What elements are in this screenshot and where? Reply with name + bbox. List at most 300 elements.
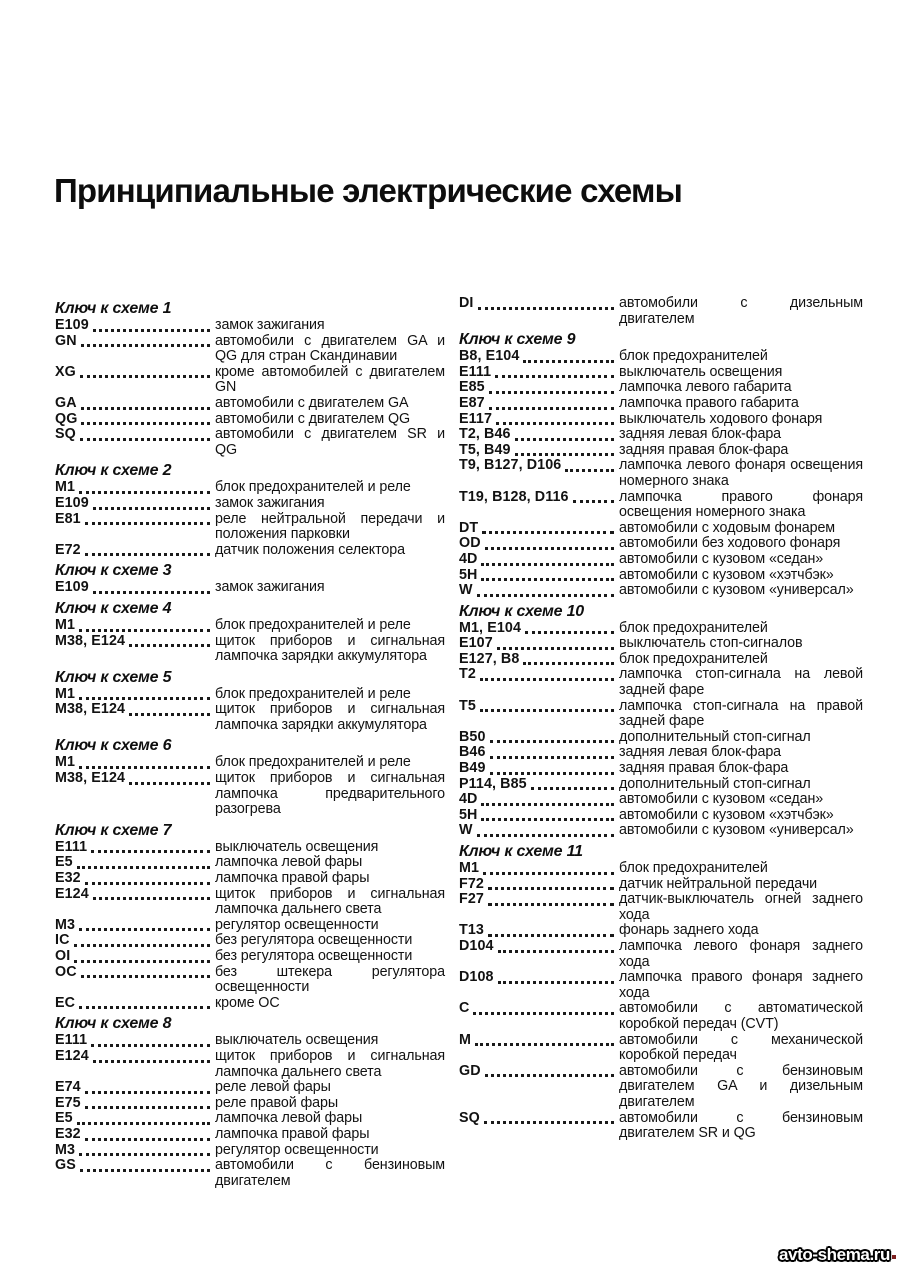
key-entry-row bbox=[459, 777, 863, 793]
key-entry-row bbox=[459, 296, 863, 327]
dot-leader bbox=[79, 618, 210, 632]
entry-description: лампочка правого фонаря освещения номерного знака bbox=[619, 488, 863, 521]
dot-leader bbox=[473, 1001, 614, 1015]
key-entry-row bbox=[459, 536, 863, 552]
watermark bbox=[779, 1245, 896, 1265]
key-entry-row bbox=[459, 583, 863, 599]
entry-code: DT bbox=[459, 519, 479, 536]
entry-code: M1 bbox=[55, 616, 76, 633]
entry-code-cell bbox=[459, 583, 619, 599]
entry-code-cell bbox=[55, 855, 215, 871]
entry-code: M3 bbox=[55, 916, 76, 933]
entry-code-cell bbox=[55, 496, 215, 512]
entry-code-cell bbox=[55, 618, 215, 634]
entry-code-cell bbox=[459, 970, 619, 986]
entry-description: щиток приборов и сигнальная лампочка зарядки аккумулятора bbox=[215, 632, 445, 665]
entry-code-cell bbox=[55, 334, 215, 350]
dot-leader bbox=[80, 1158, 210, 1172]
key-entry-row bbox=[55, 871, 445, 887]
key-entry-row bbox=[55, 580, 445, 596]
dot-leader bbox=[497, 636, 614, 650]
entry-description: выключатель освещения bbox=[215, 1032, 379, 1049]
section-heading: Ключ к схеме 9 bbox=[459, 331, 576, 349]
dot-leader bbox=[85, 1080, 210, 1094]
entry-code-cell bbox=[459, 1111, 619, 1127]
entry-description: автомобили без ходового фонаря bbox=[619, 535, 841, 552]
entry-code: SQ bbox=[55, 426, 76, 443]
entry-code-cell bbox=[55, 512, 215, 528]
entry-code-cell bbox=[55, 543, 215, 559]
entry-description: лампочка левого фонаря освещения номерного знака bbox=[619, 457, 863, 489]
entry-description: блок предохранителей и реле bbox=[215, 685, 411, 702]
entry-code: T2, B46 bbox=[459, 426, 511, 443]
entry-code: 4D bbox=[459, 791, 478, 808]
entry-description: датчик положения селектора bbox=[215, 541, 405, 558]
dot-leader bbox=[481, 568, 614, 582]
key-entry-row bbox=[55, 840, 445, 856]
entry-code: E72 bbox=[55, 541, 81, 558]
entry-description: реле левой фары bbox=[215, 1079, 331, 1096]
key-entry-row bbox=[459, 568, 863, 584]
entry-code: B46 bbox=[459, 744, 486, 761]
key-entry-row bbox=[55, 480, 445, 496]
key-entry-row bbox=[459, 380, 863, 396]
key-entry-row bbox=[459, 396, 863, 412]
section-heading: Ключ к схеме 4 bbox=[55, 599, 172, 617]
entry-description: блок предохранителей и реле bbox=[215, 479, 411, 496]
entry-code-cell bbox=[459, 536, 619, 552]
key-entry-row bbox=[459, 923, 863, 939]
dot-leader bbox=[573, 490, 614, 504]
key-column-left bbox=[55, 296, 445, 1189]
section-heading: Ключ к схеме 1 bbox=[55, 300, 172, 317]
entry-description: автомобили с кузовом «хэтчбэк» bbox=[619, 806, 834, 823]
key-entry-row bbox=[55, 1096, 445, 1112]
dot-leader bbox=[79, 1143, 210, 1157]
entry-description: блок предохранителей bbox=[619, 860, 768, 876]
key-entry-row bbox=[55, 755, 445, 771]
dot-leader bbox=[483, 861, 614, 875]
entry-code: T2 bbox=[459, 666, 476, 683]
entry-description: датчик-выключатель огней заднего хода bbox=[619, 891, 863, 923]
entry-code-cell bbox=[459, 552, 619, 568]
dot-leader bbox=[496, 412, 614, 426]
entry-code: M bbox=[459, 1031, 472, 1048]
entry-description: лампочка правой фары bbox=[215, 870, 370, 887]
entry-code: 5H bbox=[459, 806, 478, 823]
entry-code-cell bbox=[459, 427, 619, 443]
entry-code-cell bbox=[459, 923, 619, 939]
dot-leader bbox=[79, 480, 210, 494]
dot-leader bbox=[80, 365, 210, 379]
entry-code: QG bbox=[55, 410, 78, 427]
entry-code-cell bbox=[459, 1001, 619, 1017]
key-entry-row bbox=[459, 761, 863, 777]
entry-code: E81 bbox=[55, 510, 81, 527]
entry-code-cell bbox=[459, 521, 619, 537]
entry-description: лампочка левого фонаря заднего хода bbox=[619, 937, 863, 970]
dot-leader bbox=[481, 552, 614, 566]
key-entry-row bbox=[459, 667, 863, 698]
key-entry-row bbox=[55, 496, 445, 512]
entry-code-cell bbox=[55, 1080, 215, 1096]
entry-description: реле нейтральной передачи и положения парковки bbox=[215, 510, 445, 543]
entry-code-cell bbox=[459, 380, 619, 396]
entry-code-cell bbox=[459, 443, 619, 459]
entry-description: щиток приборов и сигнальная лампочка дальнего света bbox=[215, 1047, 445, 1080]
key-column-right bbox=[459, 296, 863, 1189]
key-entry-row bbox=[55, 918, 445, 934]
entry-code: OI bbox=[55, 948, 71, 964]
entry-code-cell bbox=[55, 933, 215, 949]
key-entry-row bbox=[55, 771, 445, 818]
entry-code-cell bbox=[55, 318, 215, 334]
entry-code-cell bbox=[55, 949, 215, 965]
entry-description: без штекера регулятора освещенности bbox=[215, 963, 445, 996]
key-entry-row bbox=[55, 412, 445, 428]
entry-code: E85 bbox=[459, 379, 485, 396]
dot-leader bbox=[480, 699, 614, 713]
key-entry-row bbox=[459, 939, 863, 970]
entry-code: E109 bbox=[55, 494, 89, 511]
dot-leader bbox=[79, 996, 210, 1010]
key-entry-row bbox=[55, 365, 445, 396]
entry-code: E87 bbox=[459, 394, 485, 411]
entry-code: W bbox=[459, 582, 473, 599]
key-entry-row bbox=[459, 730, 863, 746]
entry-code-cell bbox=[55, 480, 215, 496]
entry-description: замок зажигания bbox=[215, 317, 325, 333]
entry-code-cell bbox=[459, 892, 619, 908]
dot-leader bbox=[74, 949, 210, 963]
entry-description: блок предохранителей bbox=[619, 348, 768, 365]
key-entry-row bbox=[55, 618, 445, 634]
entry-description: автомобили с кузовом «седан» bbox=[619, 791, 824, 808]
entry-code-cell bbox=[55, 1127, 215, 1143]
entry-code-cell bbox=[459, 792, 619, 808]
entry-code: M1 bbox=[55, 754, 76, 771]
dot-leader bbox=[565, 458, 614, 472]
dot-leader bbox=[489, 380, 614, 394]
entry-code: E32 bbox=[55, 1125, 81, 1142]
dot-leader bbox=[77, 1111, 210, 1125]
entry-code: XG bbox=[55, 363, 76, 380]
dot-leader bbox=[489, 396, 614, 410]
key-entry-row bbox=[55, 1143, 445, 1159]
key-entry-row bbox=[55, 1111, 445, 1127]
entry-description: автомобили с кузовом «универсал» bbox=[619, 822, 854, 839]
entry-code-cell bbox=[459, 939, 619, 955]
entry-code: GN bbox=[55, 332, 77, 349]
entry-description: задняя левая блок-фара bbox=[619, 426, 782, 443]
dot-leader bbox=[495, 365, 614, 379]
key-entry-row bbox=[459, 552, 863, 568]
entry-code: E5 bbox=[55, 1110, 73, 1127]
dot-leader bbox=[85, 1127, 210, 1141]
entry-code: F27 bbox=[459, 891, 484, 908]
entry-code-cell bbox=[55, 365, 215, 381]
entry-description: автомобили с двигателем QG bbox=[215, 410, 411, 427]
dot-leader bbox=[93, 1049, 210, 1063]
entry-description: автомобили с двигателем GA и QG для стран Скандинавии bbox=[215, 332, 445, 365]
key-entry-row bbox=[459, 427, 863, 443]
entry-code: E111 bbox=[55, 838, 88, 855]
entry-description: автомобили с двигателем GA bbox=[215, 394, 409, 411]
entry-code: B49 bbox=[459, 760, 486, 777]
entry-code-cell bbox=[459, 396, 619, 412]
entry-code: GS bbox=[55, 1157, 76, 1174]
entry-code-cell bbox=[459, 652, 619, 668]
entry-code: OD bbox=[459, 535, 481, 552]
section-heading: Ключ к схеме 8 bbox=[55, 1015, 172, 1033]
entry-code-cell bbox=[55, 396, 215, 412]
entry-description: кроме ОС bbox=[215, 994, 280, 1011]
entry-description: лампочка левой фары bbox=[215, 854, 363, 871]
entry-code-cell bbox=[459, 777, 619, 793]
entry-code: T5, B49 bbox=[459, 441, 511, 458]
dot-leader bbox=[79, 918, 210, 932]
entry-description: щиток приборов и сигнальная лампочка дальнего света bbox=[215, 885, 445, 918]
dot-leader bbox=[81, 396, 210, 410]
entry-description: лампочка стоп-сигнала на левой задней фаре bbox=[619, 666, 863, 699]
entry-code-cell bbox=[459, 823, 619, 839]
dot-leader bbox=[531, 777, 614, 791]
key-entry-row bbox=[55, 543, 445, 559]
entry-description: задняя правая блок-фара bbox=[619, 760, 789, 777]
entry-code-cell bbox=[459, 761, 619, 777]
entry-description: дополнительный стоп-сигнал bbox=[619, 775, 811, 792]
dot-leader bbox=[85, 543, 210, 557]
entry-description: автомобили с ходовым фонарем bbox=[619, 519, 836, 536]
entry-code-cell bbox=[55, 687, 215, 703]
entry-description: реле правой фары bbox=[215, 1094, 339, 1111]
entry-code: E124 bbox=[55, 1047, 89, 1064]
entry-description: без регулятора освещенности bbox=[215, 948, 413, 964]
dot-leader bbox=[79, 755, 210, 769]
section-heading: Ключ к схеме 3 bbox=[55, 562, 172, 580]
dot-leader bbox=[85, 512, 210, 526]
dot-leader bbox=[80, 427, 210, 441]
key-entry-row bbox=[459, 1033, 863, 1064]
entry-code-cell bbox=[459, 1033, 619, 1049]
entry-code: T9, B127, D106 bbox=[459, 457, 562, 474]
dot-leader bbox=[488, 923, 614, 937]
dot-leader bbox=[490, 730, 614, 744]
entry-description: лампочка стоп-сигнала на правой задней фаре bbox=[619, 697, 863, 730]
section-heading: Ключ к схеме 7 bbox=[55, 821, 172, 839]
entry-code-cell bbox=[459, 699, 619, 715]
entry-code: 4D bbox=[459, 550, 478, 567]
entry-code-cell bbox=[459, 1064, 619, 1080]
entry-code-cell bbox=[55, 755, 215, 771]
entry-code: T5 bbox=[459, 697, 476, 714]
dot-leader bbox=[525, 621, 614, 635]
entry-description: выключатель освещения bbox=[215, 838, 379, 855]
entry-code: IC bbox=[55, 932, 70, 949]
entry-description: блок предохранителей bbox=[619, 619, 768, 636]
entry-code: E111 bbox=[55, 1032, 88, 1049]
key-entry-row bbox=[459, 636, 863, 652]
key-entry-row bbox=[459, 699, 863, 730]
key-entry-row bbox=[55, 702, 445, 733]
entry-code: M1, E104 bbox=[459, 619, 521, 636]
key-entry-row bbox=[55, 334, 445, 365]
entry-code-cell bbox=[459, 458, 619, 474]
entry-code: M3 bbox=[55, 1141, 76, 1158]
entry-code: GA bbox=[55, 394, 77, 411]
key-entry-row bbox=[55, 965, 445, 996]
key-entry-row bbox=[55, 887, 445, 918]
entry-description: выключатель ходового фонаря bbox=[619, 410, 823, 427]
entry-description: автомобили с кузовом «седан» bbox=[619, 550, 824, 567]
entry-code: M1 bbox=[55, 685, 76, 702]
entry-code-cell bbox=[459, 861, 619, 877]
entry-description: лампочка правой фары bbox=[215, 1125, 370, 1142]
dot-leader bbox=[485, 536, 614, 550]
key-entry-row bbox=[55, 933, 445, 949]
entry-description: задняя левая блок-фара bbox=[619, 744, 782, 761]
entry-code: B50 bbox=[459, 728, 486, 745]
entry-code-cell bbox=[55, 427, 215, 443]
entry-code-cell bbox=[459, 621, 619, 637]
dot-leader bbox=[81, 412, 210, 426]
entry-code-cell bbox=[459, 877, 619, 893]
entry-code: E74 bbox=[55, 1079, 81, 1096]
entry-code-cell bbox=[459, 490, 619, 506]
entry-code-cell bbox=[55, 1111, 215, 1127]
entry-code-cell bbox=[55, 1158, 215, 1174]
key-entry-row bbox=[55, 1127, 445, 1143]
entry-code: F72 bbox=[459, 875, 484, 892]
entry-code-cell bbox=[55, 1033, 215, 1049]
key-entry-row bbox=[459, 1111, 863, 1142]
key-entry-row bbox=[459, 349, 863, 365]
dot-leader bbox=[484, 1111, 614, 1125]
entry-description: кроме автомобилей с двигателем GN bbox=[215, 363, 445, 396]
entry-description: регулятор освещенности bbox=[215, 1141, 379, 1158]
key-entry-row bbox=[459, 490, 863, 521]
entry-description: лампочка правого фонаря заднего хода bbox=[619, 969, 863, 1001]
section-heading: Ключ к схеме 6 bbox=[55, 737, 172, 755]
key-entry-row bbox=[55, 1080, 445, 1096]
key-entry-row bbox=[459, 877, 863, 893]
key-entry-row bbox=[55, 687, 445, 703]
entry-code: D104 bbox=[459, 937, 494, 954]
key-entry-row bbox=[459, 808, 863, 824]
entry-code-cell bbox=[55, 871, 215, 887]
dot-leader bbox=[480, 667, 614, 681]
entry-description: замок зажигания bbox=[215, 494, 325, 511]
dot-leader bbox=[85, 871, 210, 885]
entry-code: E117 bbox=[459, 410, 493, 427]
key-entry-row bbox=[55, 396, 445, 412]
key-entry-row bbox=[459, 652, 863, 668]
entry-code: 5H bbox=[459, 566, 478, 583]
entry-description: автомобили с кузовом «хэтчбэк» bbox=[619, 566, 834, 583]
entry-code: E107 bbox=[459, 635, 493, 652]
entry-description: задняя правая блок-фара bbox=[619, 441, 789, 458]
dot-leader bbox=[478, 296, 615, 310]
entry-code: M1 bbox=[459, 860, 480, 876]
key-entry-row bbox=[459, 745, 863, 761]
dot-leader bbox=[81, 965, 210, 979]
dot-leader bbox=[129, 771, 210, 785]
dot-leader bbox=[477, 583, 614, 597]
entry-code-cell bbox=[55, 771, 215, 787]
entry-code-cell bbox=[459, 636, 619, 652]
entry-code-cell bbox=[459, 412, 619, 428]
dot-leader bbox=[81, 334, 210, 348]
entry-description: выключатель стоп-сигналов bbox=[619, 635, 803, 652]
section-heading: Ключ к схеме 2 bbox=[55, 462, 172, 480]
entry-code: C bbox=[459, 1000, 470, 1017]
dot-leader bbox=[490, 745, 614, 759]
dot-leader bbox=[74, 933, 211, 947]
section-heading: Ключ к схеме 10 bbox=[459, 602, 585, 620]
entry-code-cell bbox=[55, 1049, 215, 1065]
key-entry-row bbox=[55, 427, 445, 458]
key-entry-row bbox=[55, 996, 445, 1012]
entry-description: щиток приборов и сигнальная лампочка предварительного разогрева bbox=[215, 770, 445, 818]
key-entry-row bbox=[459, 621, 863, 637]
dot-leader bbox=[485, 1064, 614, 1078]
entry-description: дополнительный стоп-сигнал bbox=[619, 728, 811, 745]
section-heading: Ключ к схеме 11 bbox=[459, 843, 583, 860]
entry-description: лампочка правого габарита bbox=[619, 394, 799, 411]
dot-leader bbox=[93, 887, 210, 901]
entry-code-cell bbox=[55, 580, 215, 596]
dot-leader bbox=[129, 702, 210, 716]
entry-code-cell bbox=[459, 365, 619, 381]
dot-leader bbox=[79, 687, 210, 701]
entry-code: M38, E124 bbox=[55, 701, 126, 718]
key-entry-row bbox=[55, 318, 445, 334]
dot-leader bbox=[488, 877, 614, 891]
entry-code: M38, E124 bbox=[55, 632, 126, 649]
entry-description: выключатель освещения bbox=[619, 363, 783, 380]
key-entry-row bbox=[459, 1001, 863, 1032]
key-entry-row bbox=[55, 512, 445, 543]
key-entry-row bbox=[459, 792, 863, 808]
entry-code: P114, B85 bbox=[459, 775, 527, 792]
entry-code-cell bbox=[55, 702, 215, 718]
dot-leader bbox=[481, 792, 614, 806]
dot-leader bbox=[85, 1096, 210, 1110]
entry-code-cell bbox=[55, 1096, 215, 1112]
dot-leader bbox=[482, 521, 614, 535]
entry-code-cell bbox=[55, 918, 215, 934]
dot-leader bbox=[498, 939, 614, 953]
entry-code-cell bbox=[55, 887, 215, 903]
entry-code: T13 bbox=[459, 922, 484, 939]
dot-leader bbox=[490, 761, 614, 775]
entry-description: замок зажигания bbox=[215, 579, 325, 596]
dot-leader bbox=[475, 1033, 614, 1047]
entry-code: OC bbox=[55, 963, 77, 980]
entry-code-cell bbox=[459, 568, 619, 584]
entry-code: EC bbox=[55, 994, 76, 1011]
entry-description: блок предохранителей и реле bbox=[215, 754, 411, 771]
entry-code-cell bbox=[459, 808, 619, 824]
key-entry-row bbox=[459, 861, 863, 877]
entry-code-cell bbox=[55, 840, 215, 856]
entry-code: D108 bbox=[459, 969, 494, 986]
dot-leader bbox=[481, 808, 614, 822]
entry-code: E111 bbox=[459, 363, 492, 380]
entry-code: E75 bbox=[55, 1094, 81, 1111]
key-entry-row bbox=[459, 412, 863, 428]
dot-leader bbox=[91, 840, 210, 854]
